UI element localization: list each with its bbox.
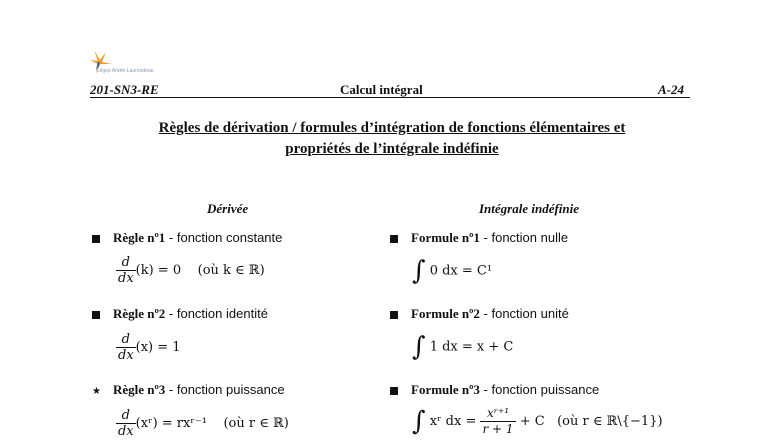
formula-1-expression: ∫ 0 dx = C¹	[412, 256, 493, 286]
title-line-1: Règles de dérivation / formules d’intégration de fonctions élémentaires et	[158, 120, 626, 136]
formula-2-heading: Formule nº2 - fonction unité	[390, 306, 569, 322]
formula-3-heading: Formule nº3 - fonction puissance	[390, 382, 599, 398]
integral-sign-icon: ∫	[412, 256, 426, 286]
rule-2-formula: $\frac{d}{dx}$ (x) = 1	[118, 332, 181, 363]
title-line-2: propriétés de l’intégrale indéfinie	[285, 141, 499, 157]
formula-3-expression: ∫ xʳ dx = $\frac{\text{xʳ⁺¹}}{r + 1}$ + C (où r ∈ ℝ\{−1})	[412, 406, 663, 437]
square-bullet-icon	[390, 235, 398, 243]
formula-1-heading: Formule nº1 - fonction nulle	[390, 230, 568, 246]
integral-sign-icon: ∫	[412, 332, 426, 362]
rule-3-formula: $\frac{d}{dx}$ (xʳ) = rxʳ⁻¹ (où r ∈ ℝ)	[118, 408, 289, 439]
star-bullet-icon: ★	[92, 385, 101, 397]
rule-2-heading: Règle nº2 - fonction identité	[92, 306, 268, 322]
logo-caption: Cégep André-Laurendeau	[96, 68, 154, 74]
rule-3-heading: ★ Règle nº3 - fonction puissance	[92, 382, 285, 397]
course-title: Calcul intégral	[340, 82, 423, 97]
square-bullet-icon	[92, 235, 100, 243]
page-code: A-24	[658, 82, 684, 97]
page-title	[90, 118, 694, 160]
rule-1-formula: $\frac{d}{dx}$ (k) = 0 (où k ∈ ℝ)	[118, 255, 265, 286]
column-heading-integral: Intégrale indéfinie	[479, 201, 580, 216]
rule-1-heading: Règle nº1 - fonction constante	[92, 230, 282, 246]
column-heading-derivative: Dérivée	[207, 201, 249, 216]
formula-2-expression: ∫ 1 dx = x + C	[412, 332, 514, 362]
integral-sign-icon: ∫	[412, 406, 426, 437]
square-bullet-icon	[390, 387, 398, 395]
square-bullet-icon	[92, 311, 100, 319]
course-code: 201-SN3-RE	[90, 82, 159, 97]
header-divider	[90, 97, 690, 98]
square-bullet-icon	[390, 311, 398, 319]
